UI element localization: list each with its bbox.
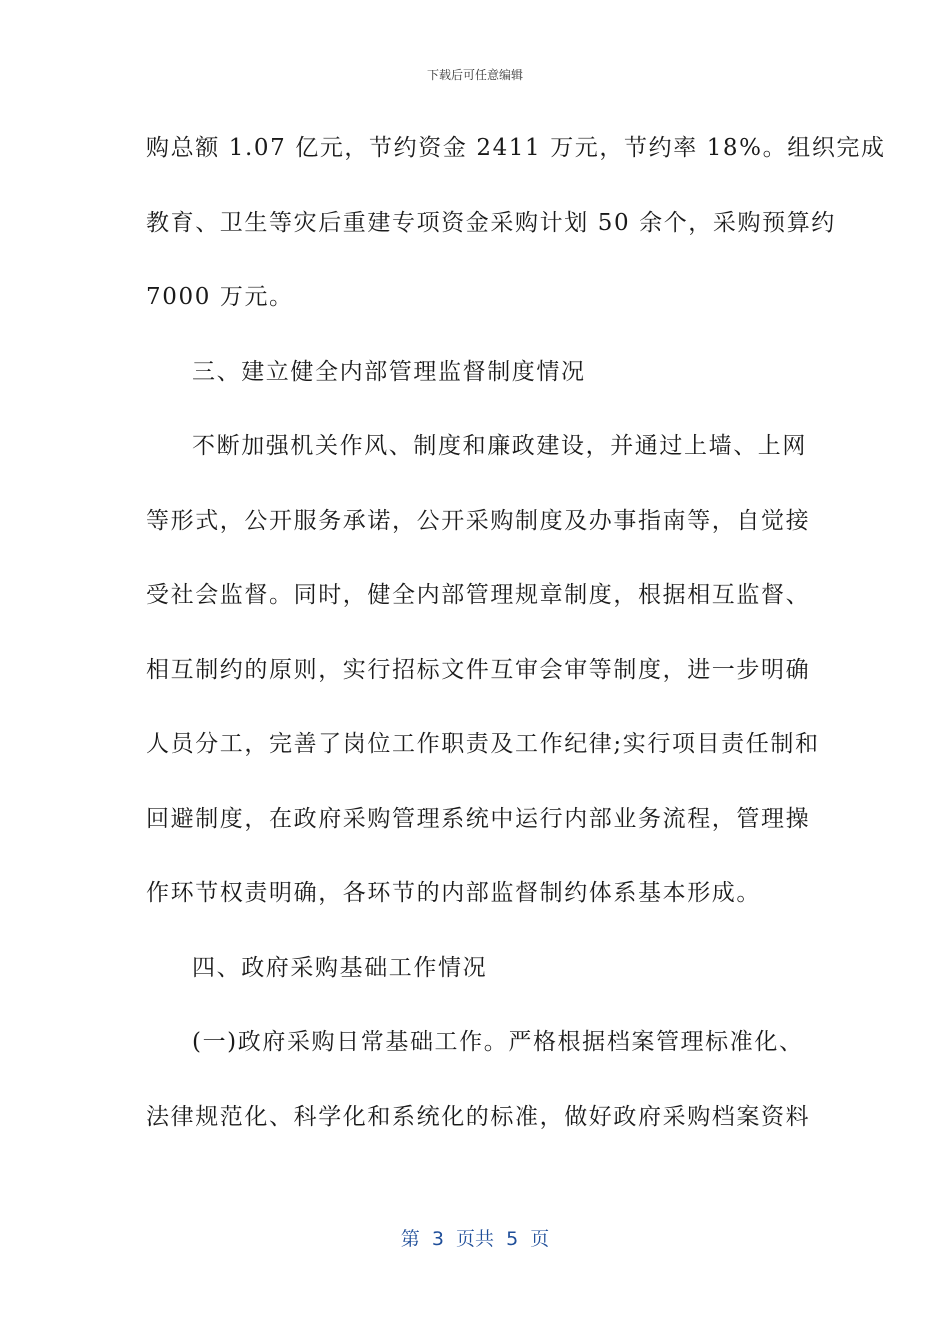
document-body [146, 120, 886, 1163]
paragraph-start: 不断加强机关作风、制度和廉政建设，并通过上墙、上网 [192, 433, 807, 459]
body-line: 法律规范化、科学化和系统化的标准，做好政府采购档案资料 [146, 1103, 811, 1130]
body-line: 教育、卫生等灾后重建专项资金采购计划 50 余个，采购预算约 [146, 209, 836, 236]
body-line: 相互制约的原则，实行招标文件互审会审等制度，进一步明确 [146, 656, 811, 683]
body-line: 购总额 1.07 亿元，节约资金 2411 万元，节约率 18%。组织完成 [146, 135, 886, 161]
body-line: 回避制度，在政府采购管理系统中运行内部业务流程，管理操 [146, 805, 811, 832]
body-line: 等形式，公开服务承诺，公开采购制度及办事指南等，自觉接 [146, 507, 811, 534]
body-line: 作环节权责明确，各环节的内部监督制约体系基本形成。 [146, 880, 761, 906]
body-line: 受社会监督。同时，健全内部管理规章制度，根据相互监督、 [146, 582, 811, 608]
body-line: 人员分工，完善了岗位工作职责及工作纪律;实行项目责任制和 [146, 731, 820, 757]
page-number-footer: 第 3 页共 5 页 [400, 1228, 550, 1250]
section-heading-4: 四、政府采购基础工作情况 [192, 954, 488, 981]
paragraph-start: (一)政府采购日常基础工作。严格根据档案管理标准化、 [192, 1029, 804, 1055]
page-header: 下载后可任意编辑 [426, 68, 523, 82]
body-line: 7000 万元。 [146, 284, 294, 310]
section-heading-3: 三、建立健全内部管理监督制度情况 [192, 358, 586, 385]
